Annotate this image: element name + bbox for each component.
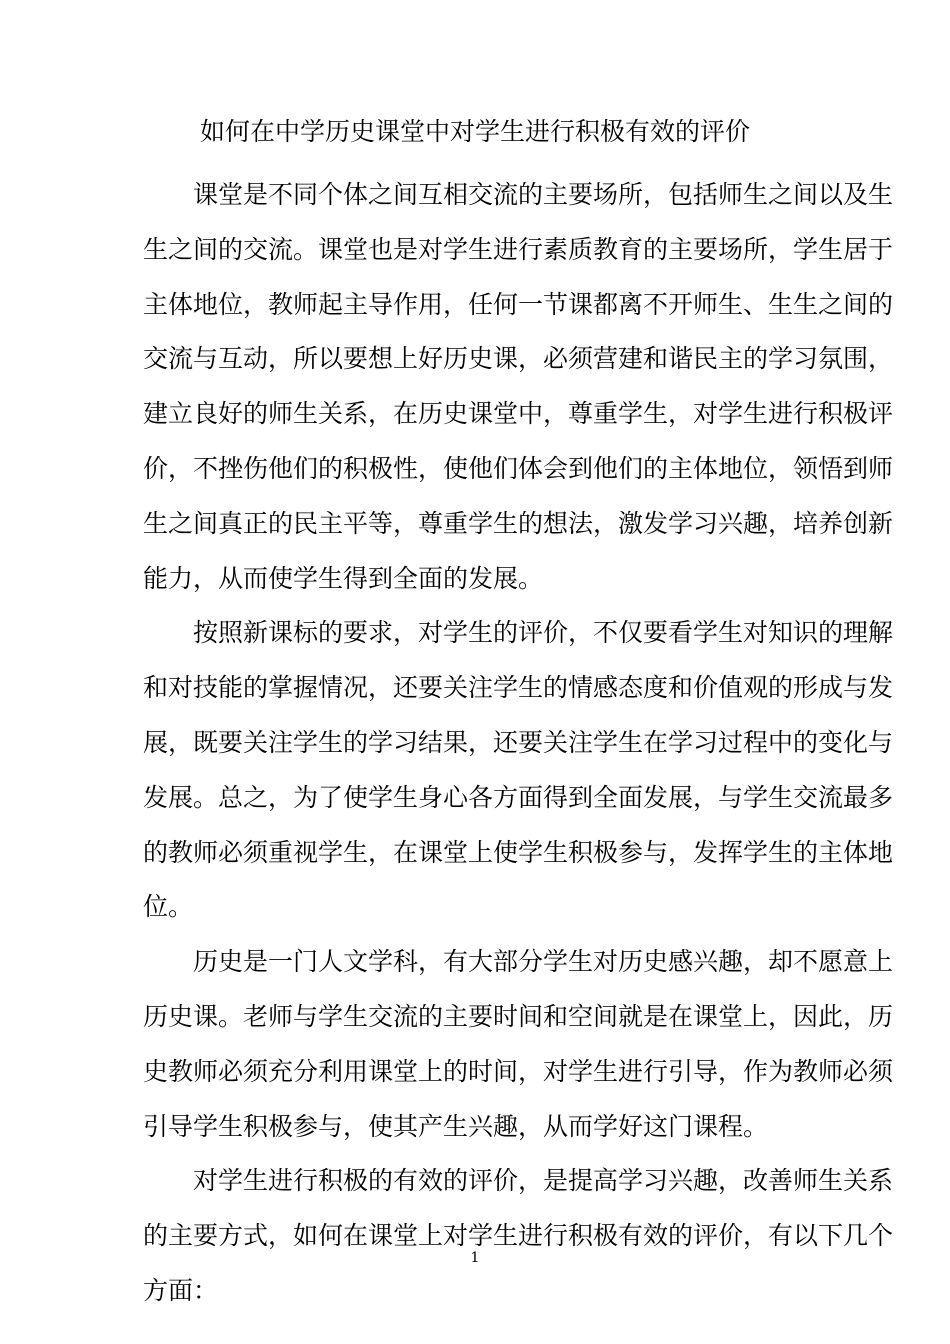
text-line: 生之间的交流。课堂也是对学生进行素质教育的主要场所，学生居于 [143, 234, 894, 264]
text-line: 交流与互动，所以要想上好历史课，必须营建和谐民主的学习氛围， [143, 344, 894, 374]
text-line: 建立良好的师生关系，在历史课堂中，尊重学生，对学生进行积极评 [143, 399, 894, 429]
text-line: 发展。总之，为了使学生身心各方面得到全面发展，与学生交流最多 [143, 782, 894, 812]
paragraph [143, 1154, 894, 1318]
document-body [143, 168, 894, 1319]
text-line: 位。 [143, 892, 194, 922]
text-line: 和对技能的掌握情况，还要关注学生的情感态度和价值观的形成与发 [143, 673, 894, 703]
text-line: 历史是一门人文学科，有大部分学生对历史感兴趣，却不愿意上 [193, 947, 894, 977]
paragraph [143, 168, 894, 606]
text-line: 对学生进行积极的有效的评价，是提高学习兴趣，改善师生关系 [193, 1166, 894, 1196]
text-line: 价，不挫伤他们的积极性，使他们体会到他们的主体地位，领悟到师 [143, 453, 894, 483]
text-line: 史教师必须充分利用课堂上的时间，对学生进行引导，作为教师必须 [143, 1056, 894, 1086]
page-number: 1 [470, 1250, 480, 1266]
text-line: 引导学生积极参与，使其产生兴趣，从而学好这门课程。 [143, 1111, 769, 1141]
text-line: 主体地位，教师起主导作用，任何一节课都离不开师生、生生之间的 [143, 289, 894, 319]
text-line: 的主要方式，如何在课堂上对学生进行积极有效的评价，有以下几个 [143, 1221, 894, 1251]
text-line: 展，既要关注学生的学习结果，还要关注学生在学习过程中的变化与 [143, 727, 894, 757]
document-title: 如何在中学历史课堂中对学生进行积极有效的评价 [199, 117, 750, 146]
text-line: 能力，从而使学生得到全面的发展。 [143, 563, 544, 593]
paragraph [143, 935, 894, 1154]
text-line: 方面： [143, 1275, 219, 1305]
text-line: 课堂是不同个体之间互相交流的主要场所，包括师生之间以及生 [193, 180, 894, 209]
text-line: 历史课。老师与学生交流的主要时间和空间就是在课堂上，因此，历 [143, 1001, 894, 1031]
text-line: 的教师必须重视学生，在课堂上使学生积极参与，发挥学生的主体地 [143, 837, 894, 867]
text-line: 生之间真正的民主平等，尊重学生的想法，激发学习兴趣，培养创新 [143, 508, 894, 538]
text-line: 按照新课标的要求，对学生的评价，不仅要看学生对知识的理解 [193, 618, 894, 648]
paragraph [143, 606, 894, 935]
